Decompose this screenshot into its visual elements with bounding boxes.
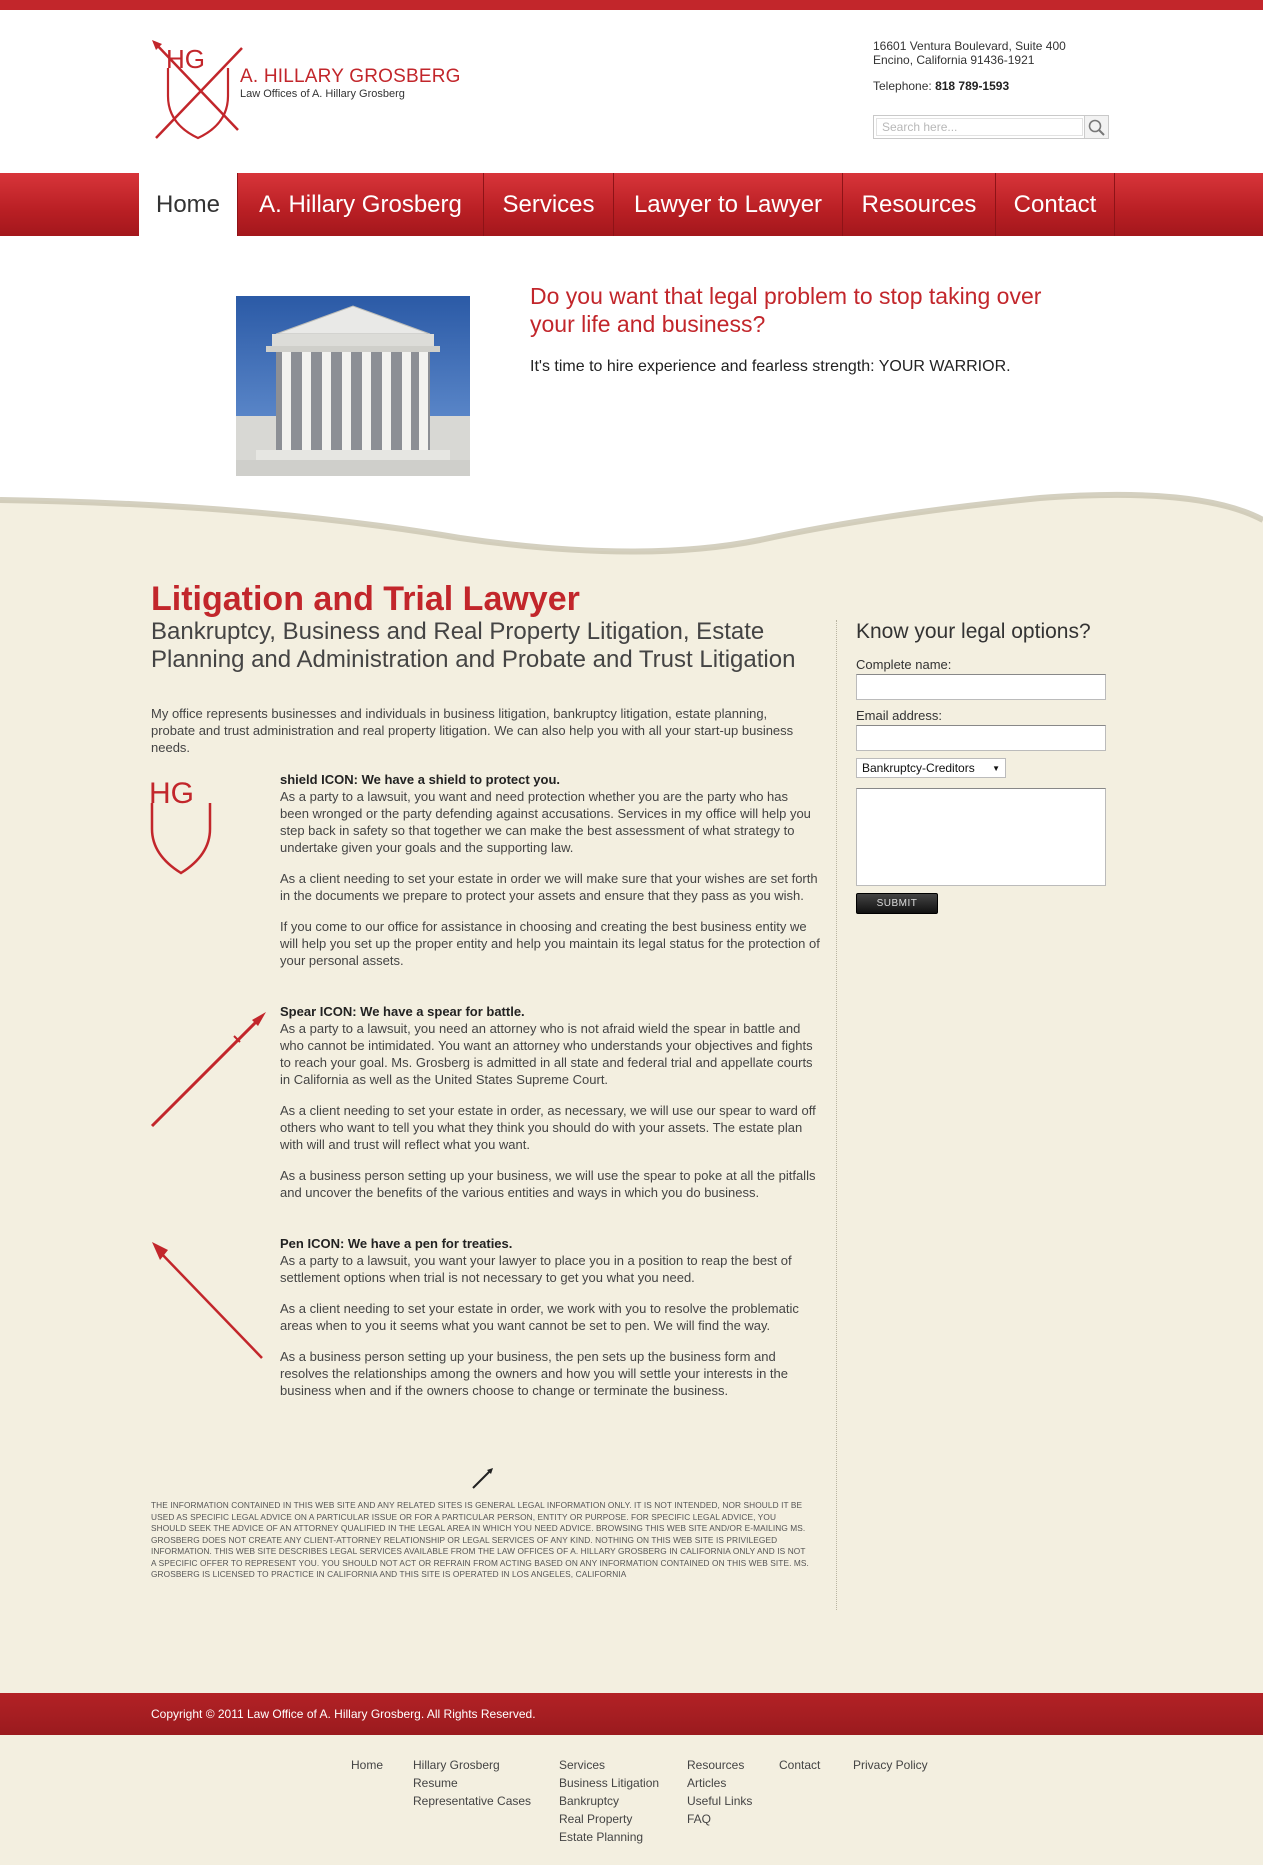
message-textarea[interactable] [856, 788, 1106, 886]
contact-info [873, 39, 1066, 93]
footer-link-resume[interactable]: Resume [413, 1776, 458, 1790]
footer-link-representative-cases[interactable]: Representative Cases [413, 1794, 532, 1808]
spear-icon [148, 1010, 268, 1130]
footer-col-resources [687, 1756, 752, 1828]
intro-text: My office represents businesses and individuals in business litigation, bankruptcy litigation, estate planning, probate and trust administration and real property litigation. We can also help you with all your start-up business needs. [151, 706, 794, 755]
search-icon [1085, 116, 1107, 138]
hero-text: It's time to hire experience and fearless strength: YOUR WARRIOR. [530, 358, 1011, 375]
footer-link-contact[interactable]: Contact [779, 1758, 821, 1772]
footer-link-resources[interactable]: Resources [687, 1758, 745, 1772]
nav-lawyer-to-lawyer[interactable]: Lawyer to Lawyer [613, 173, 842, 236]
page-title: Litigation and Trial Lawyer [151, 580, 580, 618]
footer-link-faq[interactable]: FAQ [687, 1812, 712, 1826]
spear-section [280, 1003, 820, 1215]
copyright-bar [0, 1693, 1263, 1735]
footer-link-privacy-policy[interactable]: Privacy Policy [853, 1758, 928, 1772]
footer-col-about [413, 1756, 531, 1810]
telephone-label: Telephone: [873, 79, 932, 93]
footer-link-business-litigation[interactable]: Business Litigation [559, 1776, 660, 1790]
logo[interactable] [150, 38, 461, 142]
page-subtitle: Bankruptcy, Business and Real Property Litigation, Estate Planning and Administration and Probate and Trust Litigation [151, 618, 796, 673]
pen-paragraph-3: As a business person setting up your business, the pen sets up the business form and resolves the relationships among the owners and how you will settle your interests in the business when and if the owners choose to change or terminate the business. [280, 1349, 788, 1398]
name-label: Complete name: [856, 657, 952, 672]
footer-col-home [351, 1756, 383, 1774]
practice-area-value: Bankruptcy-Creditors [862, 761, 975, 775]
shield-section [280, 771, 820, 983]
footer-link-useful-links[interactable]: Useful Links [687, 1794, 753, 1808]
shield-paragraph-3: If you come to our office for assistance in choosing and creating the best business entity we will help you set up the proper entity and help you maintain its legal status for the protection of your personal assets. [280, 919, 820, 968]
courthouse-photo [236, 296, 470, 476]
spear-paragraph-3: As a business person setting up your business, we will use the spear to poke at all the pitfalls and uncover the benefits of the various entities and ways in which you do business. [280, 1168, 816, 1200]
footer-col-privacy [853, 1756, 928, 1774]
submit-button[interactable]: SUBMIT [856, 893, 938, 914]
pen-paragraph-1: As a party to a lawsuit, you want your lawyer to place you in a position to reap the best of settlement options when trial is not necessary to get you what you need. [280, 1253, 792, 1285]
footer-link-estate-planning[interactable]: Estate Planning [559, 1830, 644, 1844]
pen-section [280, 1235, 820, 1413]
small-pen-icon [471, 1466, 495, 1490]
practice-area-select[interactable] [856, 758, 1006, 778]
nav-home[interactable]: Home [139, 173, 237, 236]
spear-paragraph-2: As a client needing to set your estate in order, as necessary, we will use our spear to ward off others who want to tell you what they think you should do with your assets. The estate plan with will and trust will reflect what you want. [280, 1103, 816, 1152]
sidebar-divider [836, 620, 837, 1610]
decorative-wave [0, 484, 1263, 564]
svg-text:HG: HG [149, 777, 194, 810]
footer-link-hillary-grosberg[interactable]: Hillary Grosberg [413, 1758, 500, 1772]
pen-icon [148, 1240, 268, 1362]
select-arrow-icon: ▼ [992, 763, 1000, 773]
contact-form-title: Know your legal options? [856, 620, 1091, 643]
footer-link-home[interactable]: Home [351, 1758, 384, 1772]
search-input[interactable] [876, 118, 1083, 136]
nav-services[interactable]: Services [483, 173, 613, 236]
search-box [873, 115, 1109, 139]
footer-link-real-property[interactable]: Real Property [559, 1812, 633, 1826]
main-nav [0, 173, 1263, 236]
spear-paragraph-1: As a party to a lawsuit, you need an attorney who is not afraid wield the spear in battle and who cannot be intimidated. You want an attorney who understands your objectives and fights to reach your goal. Ms. Grosberg is admitted in all state and federal trial and appellate courts in California as well as the United States Supreme Court. [280, 1021, 813, 1087]
nav-hillary-grosberg[interactable]: A. Hillary Grosberg [237, 173, 483, 236]
pen-heading: Pen ICON: We have a pen for treaties. [280, 1236, 513, 1251]
shield-paragraph-2: As a client needing to set your estate in order we will make sure that your wishes are set forth in the documents we prepare to protect your assets and ensure that they pass as you wish. [280, 871, 818, 903]
firm-subtitle: Law Offices of A. Hillary Grosberg [240, 88, 405, 100]
logo-mark-icon [150, 38, 246, 142]
address-line-1: 16601 Ventura Boulevard, Suite 400 [873, 39, 1066, 53]
firm-name: A. HILLARY GROSBERG [240, 66, 461, 87]
pen-paragraph-2: As a client needing to set your estate in order, we work with you to resolve the problematic areas when to you it seems what you want cannot be set to pen. We will find the way. [280, 1301, 799, 1333]
name-field[interactable] [856, 674, 1106, 700]
copyright-text: Copyright © 2011 Law Office of A. Hillary Grosberg. All Rights Reserved. [151, 1707, 536, 1721]
hero-title: Do you want that legal problem to stop taking over your life and business? [530, 283, 1042, 337]
hero [0, 236, 1263, 496]
header [0, 10, 1263, 173]
shield-heading: shield ICON: We have a shield to protect you. [280, 772, 561, 787]
footer-link-articles[interactable]: Articles [687, 1776, 727, 1790]
telephone-number[interactable]: 818 789-1593 [935, 79, 1010, 93]
footer-link-bankruptcy[interactable]: Bankruptcy [559, 1794, 620, 1808]
spear-heading: Spear ICON: We have a spear for battle. [280, 1004, 525, 1019]
top-accent-bar [0, 0, 1263, 10]
legal-disclaimer: THE INFORMATION CONTAINED IN THIS WEB SITE AND ANY RELATED SITES IS GENERAL LEGAL INFORMATION ONLY. IT IS NOT INTENDED, NOR SHOULD IT BE USED AS SPECIFIC LEGAL ADVICE ON A PARTICULAR ISSUE OR FOR A PARTICULAR PERSON, ENTITY OR PURPOSE. FOR SPECIFIC LEGAL ADVICE, YOU SHOULD SEEK THE ADVICE OF AN ATTORNEY QUALIFIED IN THE LEGAL AREA IN WHICH YOU NEED ADVICE. BROWSING THIS WEB SITE AND/OR E-MAILING MS. GROSBERG DOES NOT CREATE ANY CLIENT-ATTORNEY RELATIONSHIP OR LEGAL SERVICES OF ANY KIND. NOTHING ON THIS WEB SITE IS PRIVILEGED INFORMATION. THIS WEB SITE DESCRIBES LEGAL SERVICES AVAILABLE FROM THE LAW OFFICES OF A. HILLARY GROSBERG IN CALIFORNIA ONLY AND IS NOT A SPECIFIC OFFER TO REPRESENT YOU. YOU SHOULD NOT ACT OR REFRAIN FROM ACTING BASED ON ANY INFORMATION CONTAINED ON THIS WEB SITE. MS. GROSBERG IS LICENSED TO PRACTICE IN CALIFORNIA AND THIS SITE IS OPERATED IN LOS ANGELES, CALIFORNIA [151, 1500, 809, 1579]
search-button[interactable] [1084, 116, 1108, 138]
address-line-2: Encino, California 91436-1921 [873, 53, 1035, 67]
shield-icon [148, 775, 214, 875]
nav-resources[interactable]: Resources [842, 173, 995, 236]
telephone [873, 79, 1066, 93]
footer-col-contact [779, 1756, 820, 1774]
logo-letters: HG [166, 44, 205, 74]
email-field[interactable] [856, 725, 1106, 751]
email-label: Email address: [856, 708, 942, 723]
footer-col-services [559, 1756, 659, 1846]
nav-contact[interactable]: Contact [995, 173, 1115, 236]
shield-paragraph-1: As a party to a lawsuit, you want and need protection whether you are the party who has been wronged or the party defending against accusations. Services in my office will help you step back in safety so that together we can make the best assessment of what strategy to undertake given your goals and the supporting law. [280, 789, 811, 855]
footer-link-services[interactable]: Services [559, 1758, 606, 1772]
